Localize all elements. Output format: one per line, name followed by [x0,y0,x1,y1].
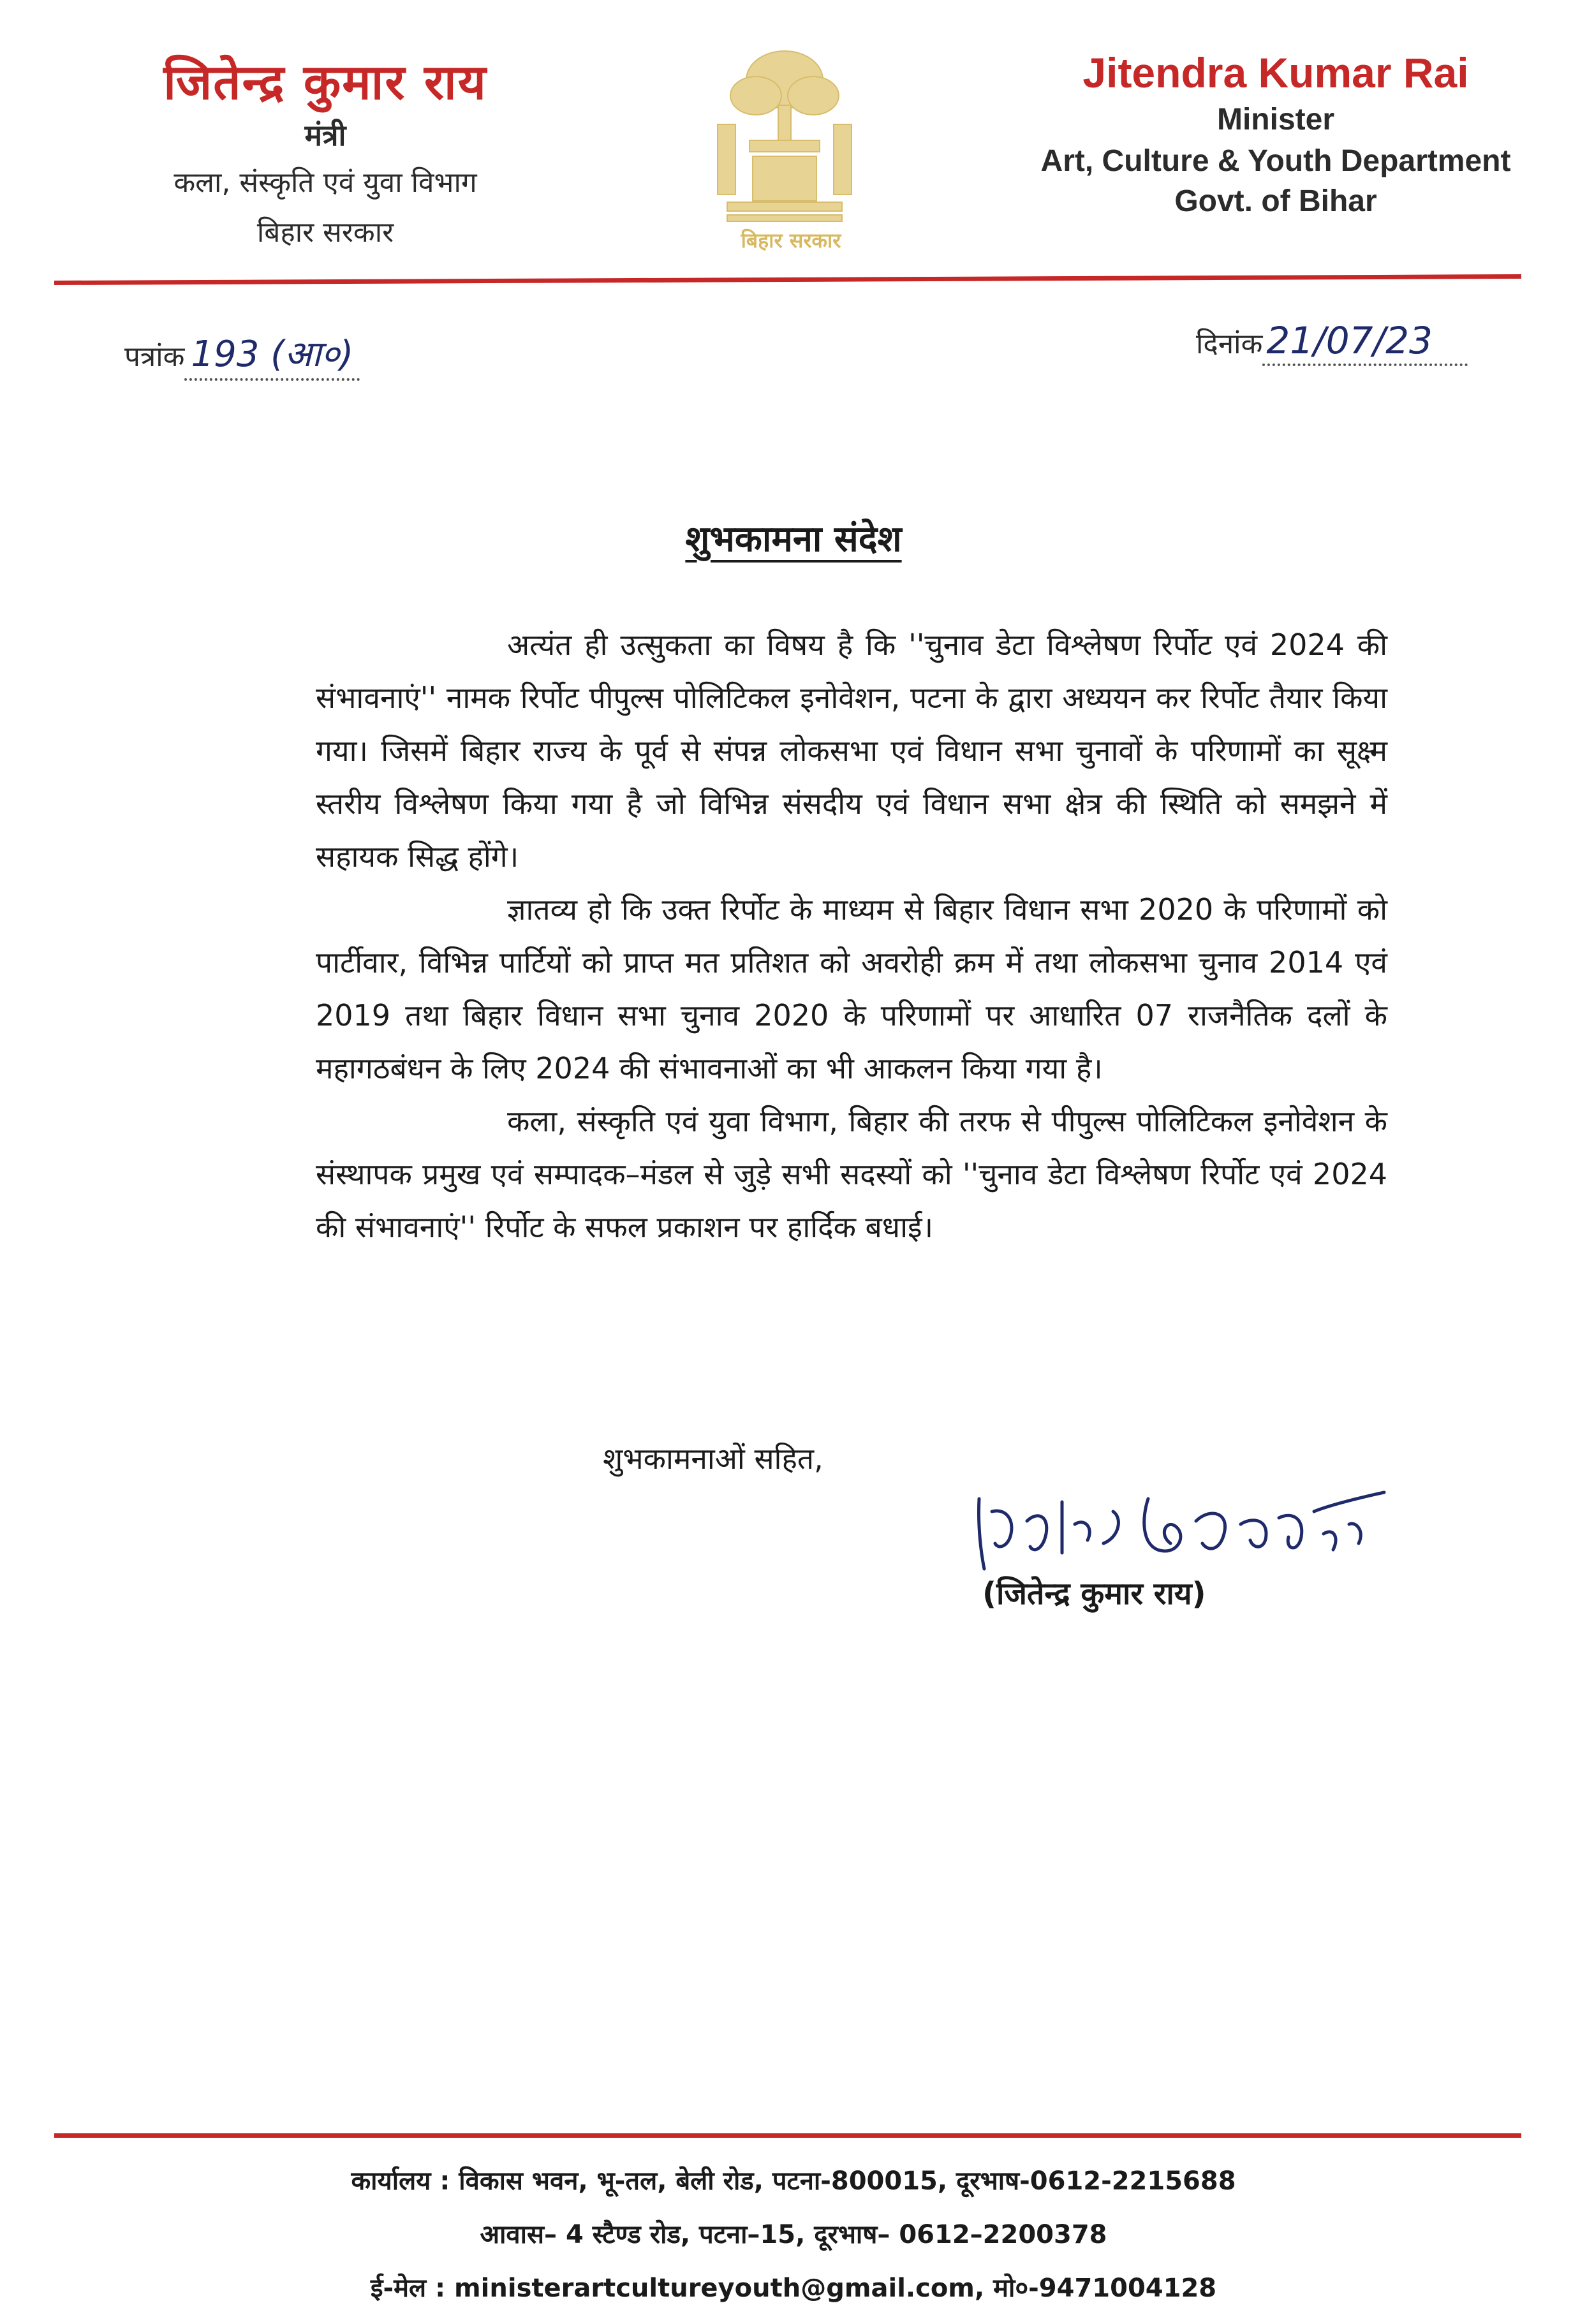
date-value: 21/07/23 [1262,319,1468,366]
subject-text: शुभकामना संदेश [685,518,902,560]
minister-name-hindi: जितेन्द्र कुमार राय [163,54,487,110]
letterhead-hindi [121,54,529,250]
reference-value: 193 (आ०) [184,328,360,381]
department-english: Art, Culture & Youth Department [1040,144,1511,179]
body-paragraph: कला, संस्कृति एवं युवा विभाग, बिहार की तरफ से पीपुल्स पोलिटिकल इनोवेशन के संस्थापक प्रमुख एवं सम्पादक–मंडल से जुड़े सभी सदस्यों को ''चुनाव डेटा विश्लेषण रिर्पोट एवं 2024 की संभावनाएं'' रिर्पोट के सफल प्रकाशन पर हार्दिक बधाई। [316,1104,1387,1244]
footer-residence-address: आवास– 4 स्टैण्ड रोड, पटना–15, दूरभाष– 0612–2200378 [480,2220,1107,2249]
signature-icon [966,1473,1400,1582]
date-label: दिनांक [1196,328,1263,360]
letter-date [1196,319,1468,366]
footer-contact [0,2154,1587,2315]
reference-label: पत्रांक [124,341,185,373]
reference-number [124,328,360,381]
letter-body [316,619,1387,1254]
signatory-name: (जितेन्द्र कुमार राय) [982,1576,1206,1612]
body-paragraph: ज्ञातव्य हो कि उक्त रिर्पोट के माध्यम से बिहार विधान सभा 2020 के परिणामों को पार्टीवार, विभिन्न पार्टियों को प्राप्त मत प्रतिशत को अवरोही क्रम में तथा लोकसभा चुनाव 2014 एवं 2019 तथा बिहार विधान सभा चुनाव 2020 के परिणामों पर आधारित 07 राजनैतिक दलों के महागठबंधन के लिए 2024 की संभावनाओं का भी आकलन किया गया है। [316,892,1387,1085]
emblem-caption: बिहार सरकार [741,228,841,253]
footer-divider [54,2133,1521,2138]
body-paragraph: अत्यंत ही उत्सुकता का विषय है कि ''चुनाव डेटा विश्लेषण रिर्पोट एवं 2024 की संभावनाएं'' नामक रिर्पोट पीपुल्स पोलिटिकल इनोवेशन, पटना के द्वारा अध्ययन कर रिर्पोट तैयार किया गया। जिसमें बिहार राज्य के पूर्व से संपन्न लोकसभा एवं विधान सभा चुनावों के परिणामों का सूक्ष्म स्तरीय विश्लेषण किया गया है जो विभिन्न संसदीय एवं विधान सभा क्षेत्र की स्थिति को समझने में सहायक सिद्ध होंगे। [316,628,1387,874]
government-english: Govt. of Bihar [1174,184,1377,219]
footer-email: ई-मेल : ministerartcultureyouth@gmail.com, मो०-9471004128 [370,2274,1217,2303]
minister-name-english: Jitendra Kumar Rai [1082,49,1469,96]
footer-office-address: कार्यालय : विकास भवन, भू-तल, बेली रोड, पटना-800015, दूरभाष-0612-2215688 [351,2166,1236,2196]
letter-subject [0,513,1587,562]
minister-title-english: Minister [1216,103,1335,137]
minister-title-hindi: मंत्री [304,118,346,153]
department-hindi: कला, संस्कृति एवं युवा विभाग [173,166,477,200]
letterhead-english [1033,48,1518,219]
government-hindi: बिहार सरकार [256,216,394,249]
closing-salutation: शुभकामनाओं सहित, [603,1441,823,1476]
